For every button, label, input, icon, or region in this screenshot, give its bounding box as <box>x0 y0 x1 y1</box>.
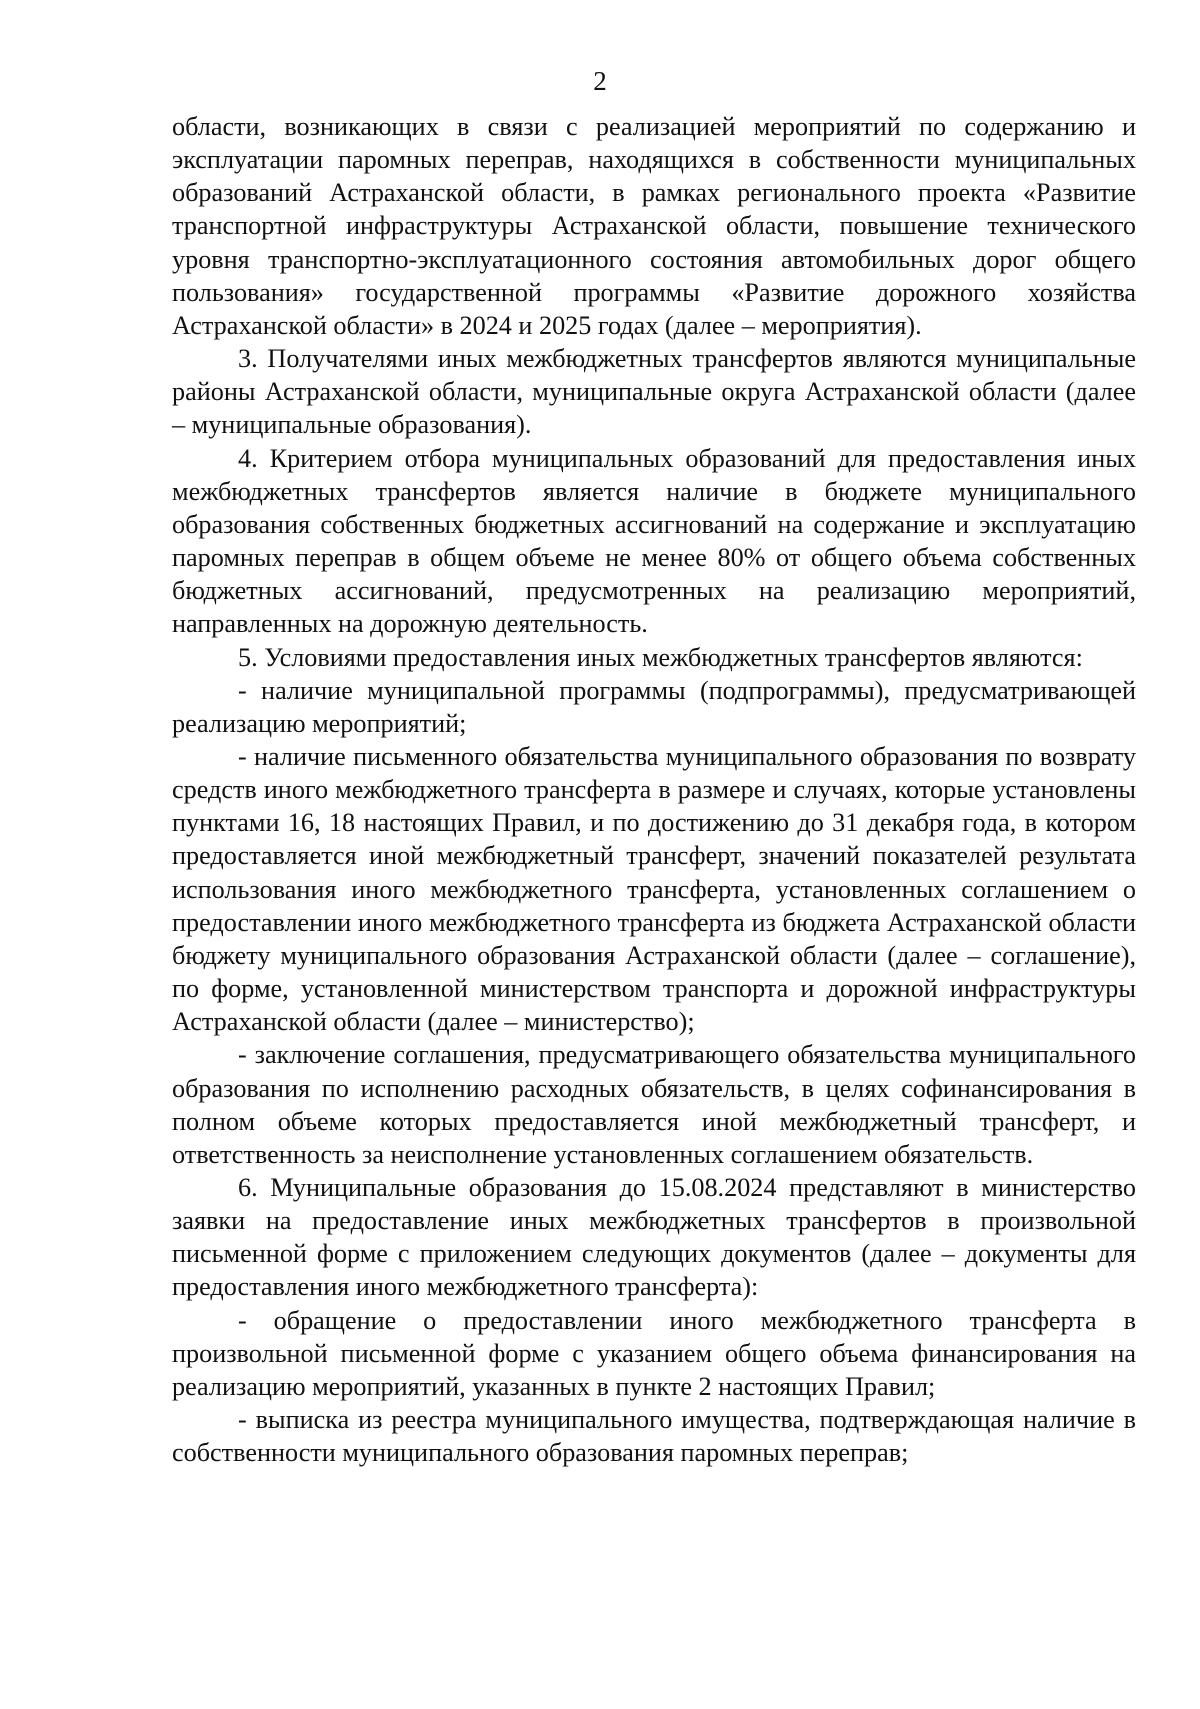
condition-municipal-program: - наличие муниципальной программы (подпрограммы), предусматривающей реализацию мероприятий; <box>172 675 1136 738</box>
paragraph-item-5: 5. Условиями предоставления иных межбюджетных трансфертов являются: <box>238 642 1083 672</box>
paragraph-continuation: области, возникающих в связи с реализацией мероприятий по содержанию и эксплуатации паромных переправ, находящихся в собственности муниципальных образований Астраханской области, в рамках регионального проекта «Развитие транспортной инфраструктуры Астраханской области, повышение технического уровня транспортно-эксплуатационного состояния автомобильных дорог общего пользования» государственной программы «Развитие дорожного хозяйства Астраханской области» в 2024 и 2025 годах (далее – мероприятия). <box>172 112 1136 340</box>
paragraph-item-6: 6. Муниципальные образования до 15.08.2024 представляют в министерство заявки на предоставление иных межбюджетных трансфертов в произвольной письменной форме с приложением следующих документов (далее – документы для предоставления иного межбюджетного трансферта): <box>172 1173 1136 1302</box>
document-request: - обращение о предоставлении иного межбюджетного трансферта в произвольной письменной форме с указанием общего объема финансирования на реализацию мероприятий, указанных в пункте 2 настоящих Правил; <box>172 1305 1136 1401</box>
condition-written-obligation: - наличие письменного обязательства муниципального образования по возврату средств иного межбюджетного трансферта в размере и случаях, которые установлены пунктами 16, 18 настоящих Правил, и по достижению до 31 декабря года, в котором предоставляется иной межбюджетный трансферт, значений показателей результата использования иного межбюджетного трансферта, установленных соглашением о предоставлении иного межбюджетного трансферта из бюджета Астраханской области бюджету муниципального образования Астраханской области (далее – соглашение), по форме, установленной министерством транспорта и дорожной инфраструктуры Астраханской области (далее – министерство); <box>172 741 1136 1037</box>
paragraph-item-4: 4. Критерием отбора муниципальных образований для предоставления иных межбюджетных трансфертов является наличие в бюджете муниципального образования собственных бюджетных ассигнований на содержание и эксплуатацию паромных переправ в общем объеме не менее 80% от общего объема собственных бюджетных ассигнований, предусмотренных на реализацию мероприятий, направленных на дорожную деятельность. <box>172 443 1136 639</box>
document-body <box>172 110 1136 1469</box>
condition-agreement: - заключение соглашения, предусматривающего обязательства муниципального образования по исполнению расходных обязательств, в целях софинансирования в полном объеме которых предоставляется иной межбюджетный трансферт, и ответственность за неисполнение установленных соглашением обязательств. <box>172 1040 1136 1169</box>
paragraph-item-3: 3. Получателями иных межбюджетных трансфертов являются муниципальные районы Астраханской области, муниципальные округа Астраханской области (далее – муниципальные образования). <box>172 344 1136 440</box>
document-registry-extract: - выписка из реестра муниципального имущества, подтверждающая наличие в собственности муниципального образования паромных переправ; <box>172 1405 1136 1468</box>
page-number: 2 <box>593 66 607 96</box>
